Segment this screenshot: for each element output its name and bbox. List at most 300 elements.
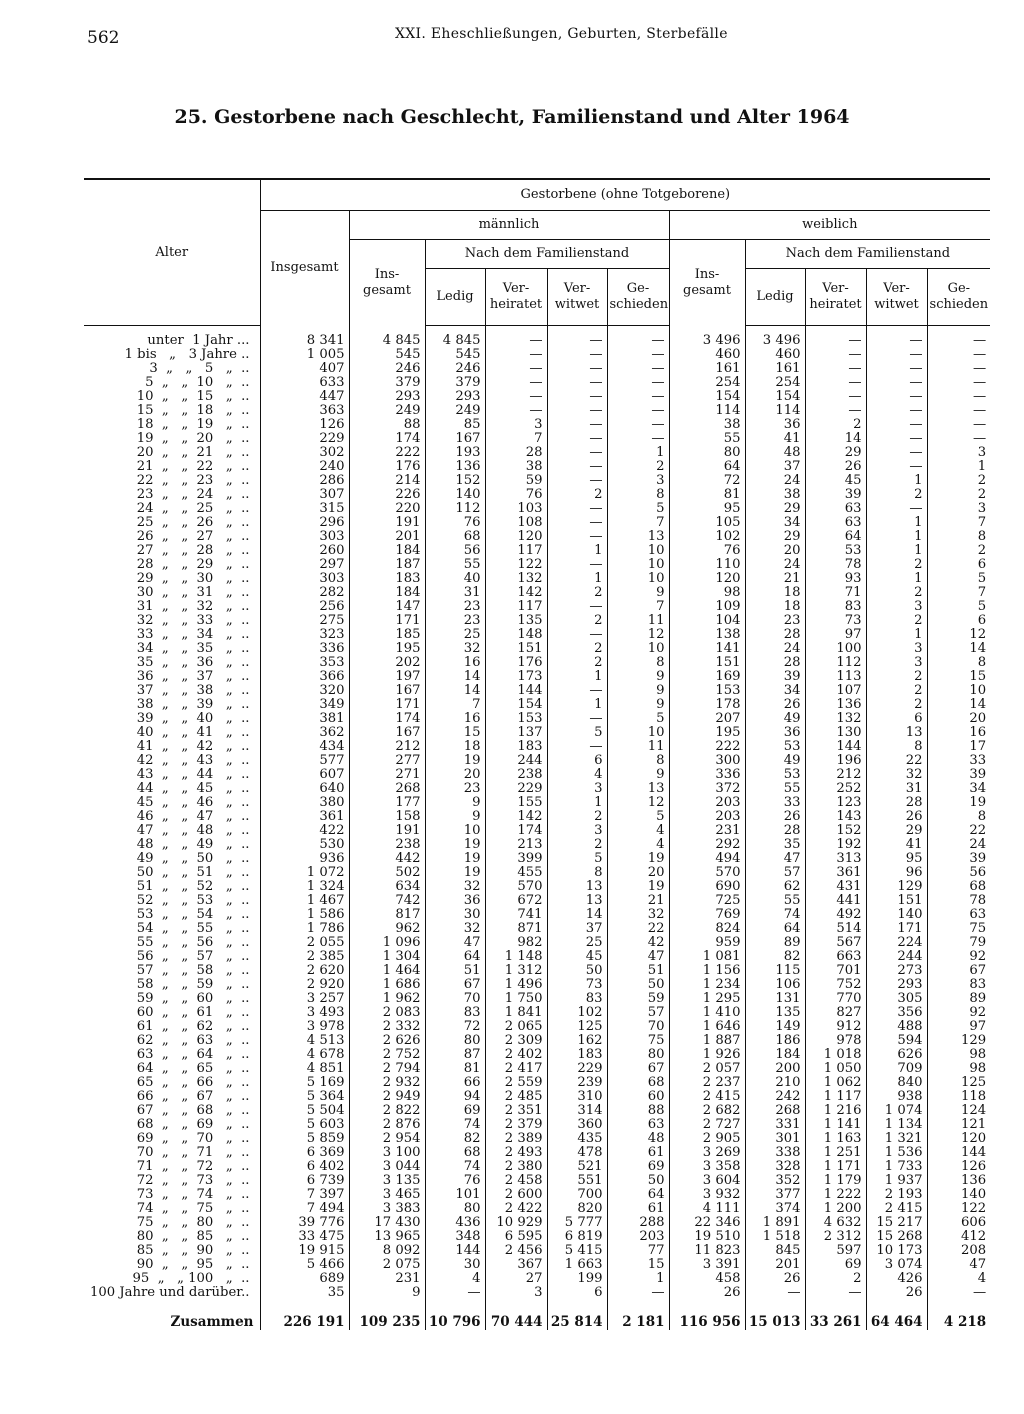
table-cell: 1	[866, 544, 927, 558]
header-m-geschieden: Ge-schieden	[607, 269, 669, 326]
table-cell: 29	[866, 824, 927, 838]
table-cell: 155	[485, 796, 547, 810]
table-cell: 8	[866, 740, 927, 754]
table-cell: 1 750	[485, 992, 547, 1006]
table-cell: 203	[669, 796, 745, 810]
table-cell: 2 752	[349, 1048, 425, 1062]
age-label: 40 „ „ 41 „ ..	[136, 725, 250, 740]
table-cell: —	[866, 432, 927, 446]
table-cell: 240	[260, 460, 349, 474]
age-label: 35 „ „ 36 „ ..	[136, 655, 250, 670]
table-cell: 268	[349, 782, 425, 796]
table-cell: —	[607, 418, 669, 432]
table-cell: 2	[607, 460, 669, 474]
table-cell: 14	[927, 642, 990, 656]
table-row	[84, 600, 990, 614]
table-cell: 356	[866, 1006, 927, 1020]
table-cell: 25	[425, 628, 485, 642]
table-cell: 130	[805, 726, 866, 740]
table-cell: 1 733	[866, 1160, 927, 1174]
table-cell: 435	[547, 1132, 607, 1146]
table-cell: 2	[927, 474, 990, 488]
table-cell: —	[805, 362, 866, 376]
table-cell: 5 466	[260, 1258, 349, 1272]
header-w-ledig: Ledig	[745, 269, 805, 326]
table-cell: 1 536	[866, 1146, 927, 1160]
table-cell: 161	[745, 362, 805, 376]
table-cell: 68	[607, 1076, 669, 1090]
table-cell: 185	[349, 628, 425, 642]
table-cell: 144	[425, 1244, 485, 1258]
table-cell: 2	[866, 586, 927, 600]
table-cell: —	[927, 432, 990, 446]
table-cell: 1 216	[805, 1104, 866, 1118]
table-cell: 82	[745, 950, 805, 964]
table-cell: —	[547, 628, 607, 642]
header-m-verheiratet: Ver-heiratet	[485, 269, 547, 326]
table-cell: 381	[260, 712, 349, 726]
table-cell: 1 646	[669, 1020, 745, 1034]
table-row	[84, 390, 990, 404]
table-cell: —	[607, 390, 669, 404]
table-cell: 26	[745, 698, 805, 712]
table-cell: 24	[745, 558, 805, 572]
table-cell: 29	[745, 530, 805, 544]
table-cell: 752	[805, 978, 866, 992]
table-cell: 151	[866, 894, 927, 908]
age-label: 71 „ „ 72 „ ..	[136, 1159, 250, 1174]
total-cell: 226 191	[260, 1300, 349, 1330]
table-cell: 2 055	[260, 936, 349, 950]
table-cell: —	[866, 418, 927, 432]
table-cell: 690	[669, 880, 745, 894]
table-row	[84, 866, 990, 880]
table-cell: 9	[607, 698, 669, 712]
table-cell: 2 402	[485, 1048, 547, 1062]
table-cell: —	[927, 404, 990, 418]
table-cell: 6 369	[260, 1146, 349, 1160]
table-cell: 203	[669, 810, 745, 824]
table-cell: 75	[927, 922, 990, 936]
table-cell: 14	[425, 670, 485, 684]
age-label: 23 „ „ 24 „ ..	[136, 487, 250, 502]
table-cell: 422	[260, 824, 349, 838]
table-cell: 1 926	[669, 1048, 745, 1062]
table-row	[84, 1132, 990, 1146]
table-cell: 63	[805, 502, 866, 516]
table-cell: 5 364	[260, 1090, 349, 1104]
age-label: 18 „ „ 19 „ ..	[136, 417, 250, 432]
table-cell: 161	[669, 362, 745, 376]
table-cell: 4	[927, 1272, 990, 1286]
table-cell: 28	[745, 628, 805, 642]
table-cell: 478	[547, 1146, 607, 1160]
table-cell: 10	[607, 544, 669, 558]
table-cell: 6	[866, 712, 927, 726]
table-cell: 226	[349, 488, 425, 502]
table-cell: 494	[669, 852, 745, 866]
table-cell: —	[866, 362, 927, 376]
table-cell: 122	[485, 558, 547, 572]
table-cell: 154	[485, 698, 547, 712]
age-label: 34 „ „ 35 „ ..	[136, 641, 250, 656]
table-cell: —	[485, 404, 547, 418]
table-cell: 1 156	[669, 964, 745, 978]
table-cell: 140	[927, 1188, 990, 1202]
table-cell: 3 978	[260, 1020, 349, 1034]
table-cell: 313	[805, 852, 866, 866]
age-label: 15 „ „ 18 „ ..	[136, 403, 250, 418]
table-cell: 2 193	[866, 1188, 927, 1202]
table-cell: 110	[669, 558, 745, 572]
table-cell: 502	[349, 866, 425, 880]
table-cell: 17	[927, 740, 990, 754]
table-cell: —	[547, 460, 607, 474]
table-cell: 38	[745, 488, 805, 502]
header-group: Gestorbene (ohne Totgeborene)	[260, 179, 990, 211]
table-cell: 171	[866, 922, 927, 936]
table-cell: 64	[425, 950, 485, 964]
table-cell: 293	[866, 978, 927, 992]
table-row	[84, 1020, 990, 1034]
table-cell: 32	[866, 768, 927, 782]
table-cell: 374	[745, 1202, 805, 1216]
table-cell: 220	[349, 502, 425, 516]
table-cell: 231	[669, 824, 745, 838]
table-cell: 85	[425, 418, 485, 432]
table-cell: 184	[745, 1048, 805, 1062]
table-cell: 41	[866, 838, 927, 852]
table-row	[84, 880, 990, 894]
table-cell: 102	[669, 530, 745, 544]
table-cell: 60	[607, 1090, 669, 1104]
table-cell: 62	[745, 880, 805, 894]
table-cell: 246	[425, 362, 485, 376]
table-cell: —	[866, 446, 927, 460]
age-label: 36 „ „ 37 „ ..	[136, 669, 250, 684]
table-cell: 34	[927, 782, 990, 796]
table-row	[84, 726, 990, 740]
table-row	[84, 670, 990, 684]
table-cell: 132	[805, 712, 866, 726]
table-cell: 117	[485, 544, 547, 558]
table-cell: 23	[425, 614, 485, 628]
table-cell: 208	[927, 1244, 990, 1258]
table-cell: 39	[927, 852, 990, 866]
table-cell: —	[866, 404, 927, 418]
table-cell: —	[866, 376, 927, 390]
age-label: 67 „ „ 68 „ ..	[136, 1103, 250, 1118]
table-cell: 824	[669, 922, 745, 936]
table-cell: —	[547, 502, 607, 516]
age-label: unter 1 Jahr ...	[147, 333, 250, 348]
table-cell: 2 620	[260, 964, 349, 978]
table-cell: 320	[260, 684, 349, 698]
table-cell: 1 891	[745, 1216, 805, 1230]
table-cell: 2	[547, 656, 607, 670]
table-cell: 3	[485, 418, 547, 432]
age-label: 45 „ „ 46 „ ..	[136, 795, 250, 810]
table-cell: 362	[260, 726, 349, 740]
table-cell: 3	[866, 642, 927, 656]
table-cell: 49	[745, 754, 805, 768]
table-cell: 606	[927, 1216, 990, 1230]
table-cell: 212	[349, 740, 425, 754]
table-cell: 19	[927, 796, 990, 810]
table-cell: 1 050	[805, 1062, 866, 1076]
table-cell: 14	[927, 698, 990, 712]
table-cell: 709	[866, 1062, 927, 1076]
age-label: 19 „ „ 20 „ ..	[136, 431, 250, 446]
table-cell: 303	[260, 572, 349, 586]
table-cell: —	[866, 348, 927, 362]
table-row	[84, 376, 990, 390]
table-cell: —	[805, 376, 866, 390]
table-cell: 222	[349, 446, 425, 460]
table-cell: 10	[607, 572, 669, 586]
table-cell: 1 222	[805, 1188, 866, 1202]
table-cell: 1 062	[805, 1076, 866, 1090]
table-cell: 184	[349, 586, 425, 600]
table-cell: 212	[805, 768, 866, 782]
total-cell: 33 261	[805, 1300, 866, 1330]
table-cell: 64	[607, 1188, 669, 1202]
table-cell: 124	[927, 1104, 990, 1118]
table-cell: 12	[607, 628, 669, 642]
age-label: 48 „ „ 49 „ ..	[136, 837, 250, 852]
header-m-nach-familienstand: Nach dem Familienstand	[425, 240, 669, 269]
table-cell: 162	[547, 1034, 607, 1048]
table-cell: 10	[607, 726, 669, 740]
table-cell: 379	[349, 376, 425, 390]
table-cell: 1	[607, 446, 669, 460]
table-cell: —	[547, 418, 607, 432]
table-cell: 1 312	[485, 964, 547, 978]
table-cell: —	[805, 326, 866, 349]
table-cell: 36	[745, 418, 805, 432]
table-cell: 120	[927, 1132, 990, 1146]
table-cell: —	[927, 326, 990, 349]
header-w-insgesamt: Ins-gesamt	[669, 240, 745, 326]
table-cell: 15 268	[866, 1230, 927, 1244]
table-cell: 2 727	[669, 1118, 745, 1132]
table-cell: 129	[927, 1034, 990, 1048]
table-cell: 33	[745, 796, 805, 810]
table-cell: 275	[260, 614, 349, 628]
table-cell: 26	[866, 1286, 927, 1300]
table-cell: 15	[927, 670, 990, 684]
table-row	[84, 1048, 990, 1062]
table-cell: 3 604	[669, 1174, 745, 1188]
table-row	[84, 656, 990, 670]
table-cell: 5 415	[547, 1244, 607, 1258]
table-cell: 2	[866, 670, 927, 684]
table-cell: 4	[607, 824, 669, 838]
table-cell: —	[485, 390, 547, 404]
table-cell: 83	[425, 1006, 485, 1020]
table-title: 25. Gestorbene nach Geschlecht, Familienstand und Alter 1964	[174, 106, 850, 128]
table-cell: 1 179	[805, 1174, 866, 1188]
table-cell: —	[805, 404, 866, 418]
table-cell: 244	[866, 950, 927, 964]
table-cell: —	[547, 684, 607, 698]
table-cell: 5	[927, 572, 990, 586]
table-cell: 154	[745, 390, 805, 404]
table-row	[84, 964, 990, 978]
table-cell: 607	[260, 768, 349, 782]
table-cell: 57	[607, 1006, 669, 1020]
table-cell: 6	[927, 558, 990, 572]
table-cell: 338	[745, 1146, 805, 1160]
table-cell: 2	[547, 488, 607, 502]
table-cell: 1	[866, 474, 927, 488]
table-row	[84, 502, 990, 516]
table-cell: 47	[607, 950, 669, 964]
table-cell: 19	[425, 866, 485, 880]
table-cell: 1 096	[349, 936, 425, 950]
table-cell: 3	[547, 824, 607, 838]
table-cell: 742	[349, 894, 425, 908]
age-label: 46 „ „ 47 „ ..	[136, 809, 250, 824]
table-cell: 51	[425, 964, 485, 978]
table-cell: 3	[607, 474, 669, 488]
table-cell: —	[485, 348, 547, 362]
table-cell: 135	[745, 1006, 805, 1020]
age-label: 29 „ „ 30 „ ..	[136, 571, 250, 586]
age-label: 1 bis „ 3 Jahre ..	[124, 347, 250, 362]
table-cell: 447	[260, 390, 349, 404]
table-cell: 577	[260, 754, 349, 768]
table-cell: 827	[805, 1006, 866, 1020]
table-cell: 69	[425, 1104, 485, 1118]
table-cell: 2	[547, 642, 607, 656]
table-cell: 3	[485, 1286, 547, 1300]
table-cell: 112	[805, 656, 866, 670]
table-cell: 151	[669, 656, 745, 670]
table-cell: 2 794	[349, 1062, 425, 1076]
age-label: 58 „ „ 59 „ ..	[136, 977, 250, 992]
table-cell: 2 057	[669, 1062, 745, 1076]
age-label: 65 „ „ 66 „ ..	[136, 1075, 250, 1090]
table-cell: 367	[485, 1258, 547, 1272]
table-cell: 1	[866, 530, 927, 544]
table-cell: 23	[425, 782, 485, 796]
table-cell: 118	[927, 1090, 990, 1104]
table-cell: 92	[927, 1006, 990, 1020]
table-cell: 377	[745, 1188, 805, 1202]
table-cell: 871	[485, 922, 547, 936]
table-cell: 20	[927, 712, 990, 726]
table-cell: 192	[805, 838, 866, 852]
table-cell: 55	[425, 558, 485, 572]
table-cell: 2	[866, 684, 927, 698]
table-cell: 3 391	[669, 1258, 745, 1272]
table-cell: —	[866, 460, 927, 474]
table-cell: 207	[669, 712, 745, 726]
table-cell: 13	[866, 726, 927, 740]
table-cell: 302	[260, 446, 349, 460]
table-row	[84, 1146, 990, 1160]
table-cell: 57	[745, 866, 805, 880]
table-cell: 19 510	[669, 1230, 745, 1244]
table-row	[84, 516, 990, 530]
table-cell: 460	[745, 348, 805, 362]
table-cell: 2	[866, 488, 927, 502]
table-cell: 154	[669, 390, 745, 404]
table-cell: 47	[425, 936, 485, 950]
table-cell: 176	[485, 656, 547, 670]
table-row	[84, 754, 990, 768]
age-label: 73 „ „ 74 „ ..	[136, 1187, 250, 1202]
table-cell: 56	[425, 544, 485, 558]
age-label: 27 „ „ 28 „ ..	[136, 543, 250, 558]
table-cell: 10 929	[485, 1216, 547, 1230]
table-cell: 1 962	[349, 992, 425, 1006]
table-cell: —	[485, 362, 547, 376]
table-cell: 214	[349, 474, 425, 488]
table-cell: 63	[805, 516, 866, 530]
age-label: 31 „ „ 32 „ ..	[136, 599, 250, 614]
table-cell: 39 776	[260, 1216, 349, 1230]
table-cell: 2 422	[485, 1202, 547, 1216]
table-cell: 7	[425, 698, 485, 712]
table-cell: 42	[607, 936, 669, 950]
table-cell: 663	[805, 950, 866, 964]
table-cell: —	[547, 326, 607, 349]
table-row	[84, 558, 990, 572]
table-cell: 149	[745, 1020, 805, 1034]
table-cell: 67	[927, 964, 990, 978]
table-cell: 305	[866, 992, 927, 1006]
table-row	[84, 362, 990, 376]
table-cell: —	[547, 740, 607, 754]
total-cell: 4 218	[927, 1300, 990, 1330]
table-cell: 434	[260, 740, 349, 754]
table-cell: 959	[669, 936, 745, 950]
table-cell: 366	[260, 670, 349, 684]
table-cell: 2	[866, 698, 927, 712]
table-cell: 13	[547, 880, 607, 894]
table-cell: —	[805, 1286, 866, 1300]
table-cell: 29	[805, 446, 866, 460]
table-cell: —	[866, 326, 927, 349]
table-cell: 3 465	[349, 1188, 425, 1202]
table-cell: 5 603	[260, 1118, 349, 1132]
age-label: 61 „ „ 62 „ ..	[136, 1019, 250, 1034]
age-label: 72 „ „ 73 „ ..	[136, 1173, 250, 1188]
table-cell: —	[547, 432, 607, 446]
table-cell: 2 559	[485, 1076, 547, 1090]
table-cell: 140	[866, 908, 927, 922]
table-row	[84, 1272, 990, 1286]
age-label: 43 „ „ 44 „ ..	[136, 767, 250, 782]
table-cell: —	[547, 474, 607, 488]
table-cell: 361	[805, 866, 866, 880]
table-cell: 72	[669, 474, 745, 488]
table-cell: 187	[349, 558, 425, 572]
table-row	[84, 1174, 990, 1188]
table-cell: 88	[607, 1104, 669, 1118]
table-row	[84, 894, 990, 908]
table-cell: 292	[669, 838, 745, 852]
table-cell: 201	[349, 530, 425, 544]
age-label: 26 „ „ 27 „ ..	[136, 529, 250, 544]
header-m-ledig: Ledig	[425, 269, 485, 326]
table-cell: —	[927, 1286, 990, 1300]
table-cell: 348	[425, 1230, 485, 1244]
age-label: 24 „ „ 25 „ ..	[136, 501, 250, 516]
table-cell: 14	[425, 684, 485, 698]
